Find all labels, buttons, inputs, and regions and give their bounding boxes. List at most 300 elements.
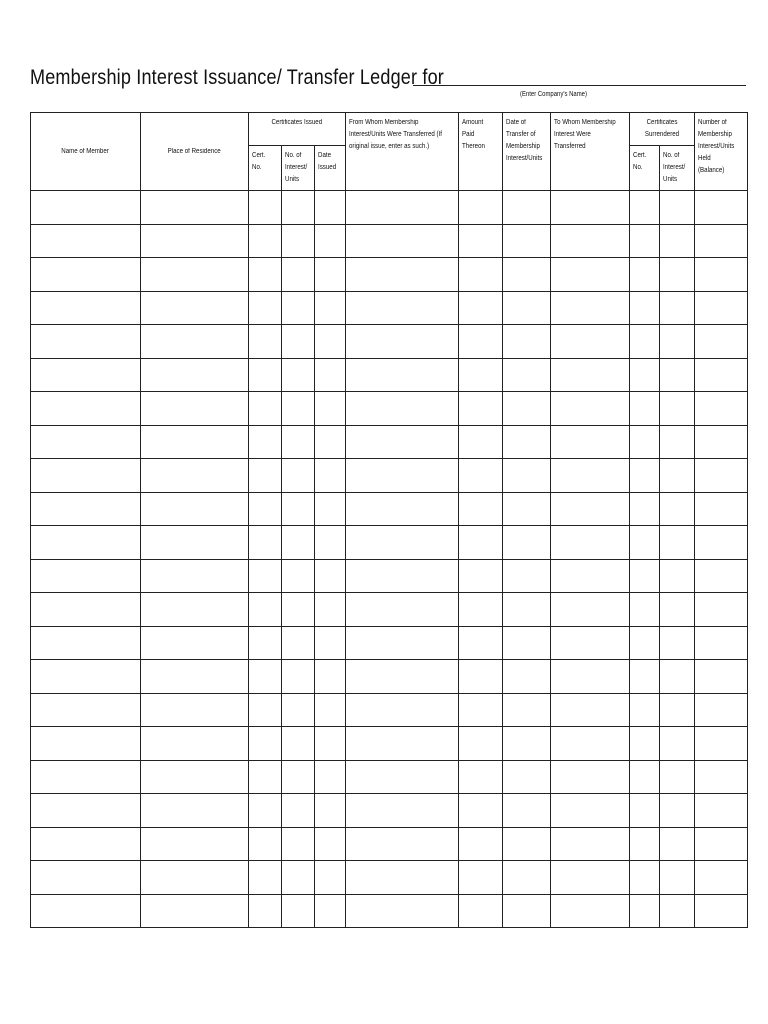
- cell-surrendered-cert-no[interactable]: [630, 459, 660, 493]
- cell-balance[interactable]: [695, 794, 748, 828]
- cell-amount-paid[interactable]: [459, 358, 503, 392]
- cell-amount-paid[interactable]: [459, 191, 503, 225]
- cell-from-whom[interactable]: [346, 760, 459, 794]
- cell-amount-paid[interactable]: [459, 224, 503, 258]
- cell-surrendered-units[interactable]: [660, 794, 695, 828]
- cell-date-issued[interactable]: [315, 626, 346, 660]
- cell-issued-cert-no[interactable]: [249, 827, 282, 861]
- cell-balance[interactable]: [695, 425, 748, 459]
- cell-date-of-transfer[interactable]: [503, 492, 551, 526]
- cell-surrendered-units[interactable]: [660, 392, 695, 426]
- cell-balance[interactable]: [695, 593, 748, 627]
- cell-amount-paid[interactable]: [459, 727, 503, 761]
- cell-issued-cert-no[interactable]: [249, 593, 282, 627]
- company-name-line[interactable]: [413, 85, 746, 86]
- table-row: [31, 559, 748, 593]
- cell-balance[interactable]: [695, 559, 748, 593]
- cell-issued-cert-no[interactable]: [249, 258, 282, 292]
- cell-amount-paid[interactable]: [459, 861, 503, 895]
- cell-surrendered-cert-no[interactable]: [630, 258, 660, 292]
- cell-from-whom[interactable]: [346, 526, 459, 560]
- cell-date-of-transfer[interactable]: [503, 459, 551, 493]
- cell-surrendered-units[interactable]: [660, 861, 695, 895]
- cell-from-whom[interactable]: [346, 258, 459, 292]
- cell-to-whom[interactable]: [551, 526, 630, 560]
- cell-issued-units[interactable]: [282, 693, 315, 727]
- cell-from-whom[interactable]: [346, 626, 459, 660]
- cell-date-of-transfer[interactable]: [503, 291, 551, 325]
- cell-to-whom[interactable]: [551, 794, 630, 828]
- cell-to-whom[interactable]: [551, 827, 630, 861]
- table-row: [31, 760, 748, 794]
- cell-date-of-transfer[interactable]: [503, 392, 551, 426]
- cell-amount-paid[interactable]: [459, 325, 503, 359]
- cell-issued-units[interactable]: [282, 291, 315, 325]
- cell-surrendered-cert-no[interactable]: [630, 559, 660, 593]
- cell-issued-units[interactable]: [282, 593, 315, 627]
- cell-place-of-residence[interactable]: [141, 559, 249, 593]
- cell-amount-paid[interactable]: [459, 660, 503, 694]
- cell-issued-cert-no[interactable]: [249, 693, 282, 727]
- cell-issued-units[interactable]: [282, 224, 315, 258]
- cell-to-whom[interactable]: [551, 191, 630, 225]
- cell-place-of-residence[interactable]: [141, 358, 249, 392]
- cell-balance[interactable]: [695, 760, 748, 794]
- cell-member-name[interactable]: [31, 660, 141, 694]
- cell-surrendered-cert-no[interactable]: [630, 827, 660, 861]
- cell-amount-paid[interactable]: [459, 459, 503, 493]
- cell-amount-paid[interactable]: [459, 827, 503, 861]
- cell-surrendered-units[interactable]: [660, 358, 695, 392]
- cell-surrendered-cert-no[interactable]: [630, 224, 660, 258]
- cell-issued-cert-no[interactable]: [249, 794, 282, 828]
- cell-surrendered-cert-no[interactable]: [630, 693, 660, 727]
- cell-surrendered-units[interactable]: [660, 827, 695, 861]
- cell-surrendered-units[interactable]: [660, 760, 695, 794]
- cell-surrendered-cert-no[interactable]: [630, 392, 660, 426]
- cell-issued-cert-no[interactable]: [249, 626, 282, 660]
- cell-to-whom[interactable]: [551, 291, 630, 325]
- cell-balance[interactable]: [695, 224, 748, 258]
- cell-to-whom[interactable]: [551, 760, 630, 794]
- cell-to-whom[interactable]: [551, 425, 630, 459]
- cell-surrendered-cert-no[interactable]: [630, 894, 660, 928]
- cell-to-whom[interactable]: [551, 258, 630, 292]
- cell-balance[interactable]: [695, 459, 748, 493]
- cell-amount-paid[interactable]: [459, 593, 503, 627]
- cell-surrendered-units[interactable]: [660, 325, 695, 359]
- cell-to-whom[interactable]: [551, 727, 630, 761]
- cell-from-whom[interactable]: [346, 727, 459, 761]
- cell-amount-paid[interactable]: [459, 626, 503, 660]
- cell-place-of-residence[interactable]: [141, 459, 249, 493]
- cell-from-whom[interactable]: [346, 593, 459, 627]
- cell-surrendered-cert-no[interactable]: [630, 626, 660, 660]
- cell-issued-cert-no[interactable]: [249, 861, 282, 895]
- table-row: [31, 626, 748, 660]
- cell-date-issued[interactable]: [315, 794, 346, 828]
- cell-member-name[interactable]: [31, 492, 141, 526]
- cell-date-of-transfer[interactable]: [503, 827, 551, 861]
- cell-to-whom[interactable]: [551, 861, 630, 895]
- cell-issued-cert-no[interactable]: [249, 727, 282, 761]
- cell-date-of-transfer[interactable]: [503, 258, 551, 292]
- cell-date-issued[interactable]: [315, 827, 346, 861]
- cell-issued-units[interactable]: [282, 492, 315, 526]
- cell-to-whom[interactable]: [551, 593, 630, 627]
- cell-issued-cert-no[interactable]: [249, 358, 282, 392]
- cell-from-whom[interactable]: [346, 894, 459, 928]
- table-row: [31, 358, 748, 392]
- cell-to-whom[interactable]: [551, 392, 630, 426]
- cell-date-issued[interactable]: [315, 861, 346, 895]
- cell-place-of-residence[interactable]: [141, 325, 249, 359]
- table-row: [31, 392, 748, 426]
- cell-surrendered-units[interactable]: [660, 258, 695, 292]
- cell-place-of-residence[interactable]: [141, 593, 249, 627]
- cell-date-of-transfer[interactable]: [503, 727, 551, 761]
- cell-issued-units[interactable]: [282, 191, 315, 225]
- cell-date-of-transfer[interactable]: [503, 526, 551, 560]
- cell-from-whom[interactable]: [346, 392, 459, 426]
- cell-balance[interactable]: [695, 191, 748, 225]
- cell-date-of-transfer[interactable]: [503, 660, 551, 694]
- cell-member-name[interactable]: [31, 693, 141, 727]
- table-row: [31, 258, 748, 292]
- cell-balance[interactable]: [695, 291, 748, 325]
- cell-amount-paid[interactable]: [459, 559, 503, 593]
- cell-surrendered-units[interactable]: [660, 626, 695, 660]
- cell-member-name[interactable]: [31, 358, 141, 392]
- cell-date-issued[interactable]: [315, 291, 346, 325]
- cell-place-of-residence[interactable]: [141, 258, 249, 292]
- cell-member-name[interactable]: [31, 291, 141, 325]
- cell-to-whom[interactable]: [551, 358, 630, 392]
- cell-to-whom[interactable]: [551, 894, 630, 928]
- cell-to-whom[interactable]: [551, 325, 630, 359]
- cell-balance[interactable]: [695, 861, 748, 895]
- table-row: [31, 861, 748, 895]
- cell-from-whom[interactable]: [346, 794, 459, 828]
- cell-from-whom[interactable]: [346, 660, 459, 694]
- cell-amount-paid[interactable]: [459, 392, 503, 426]
- cell-surrendered-cert-no[interactable]: [630, 727, 660, 761]
- cell-issued-units[interactable]: [282, 325, 315, 359]
- cell-date-issued[interactable]: [315, 191, 346, 225]
- cell-surrendered-cert-no[interactable]: [630, 593, 660, 627]
- cell-amount-paid[interactable]: [459, 291, 503, 325]
- cell-date-of-transfer[interactable]: [503, 894, 551, 928]
- cell-surrendered-units[interactable]: [660, 459, 695, 493]
- ledger-body: [31, 191, 748, 928]
- cell-surrendered-units[interactable]: [660, 224, 695, 258]
- cell-from-whom[interactable]: [346, 224, 459, 258]
- cell-issued-units[interactable]: [282, 626, 315, 660]
- cell-from-whom[interactable]: [346, 827, 459, 861]
- ledger-table: [30, 112, 748, 928]
- cell-issued-units[interactable]: [282, 827, 315, 861]
- cell-date-of-transfer[interactable]: [503, 191, 551, 225]
- cell-surrendered-cert-no[interactable]: [630, 358, 660, 392]
- cell-from-whom[interactable]: [346, 861, 459, 895]
- cell-date-of-transfer[interactable]: [503, 425, 551, 459]
- cell-amount-paid[interactable]: [459, 760, 503, 794]
- cell-issued-units[interactable]: [282, 358, 315, 392]
- cell-to-whom[interactable]: [551, 224, 630, 258]
- cell-issued-units[interactable]: [282, 660, 315, 694]
- cell-to-whom[interactable]: [551, 559, 630, 593]
- cell-date-issued[interactable]: [315, 526, 346, 560]
- cell-balance[interactable]: [695, 693, 748, 727]
- cell-place-of-residence[interactable]: [141, 794, 249, 828]
- cell-amount-paid[interactable]: [459, 693, 503, 727]
- cell-surrendered-cert-no[interactable]: [630, 526, 660, 560]
- cell-amount-paid[interactable]: [459, 526, 503, 560]
- cell-issued-units[interactable]: [282, 258, 315, 292]
- cell-issued-units[interactable]: [282, 526, 315, 560]
- cell-surrendered-units[interactable]: [660, 425, 695, 459]
- cell-date-issued[interactable]: [315, 660, 346, 694]
- cell-from-whom[interactable]: [346, 191, 459, 225]
- cell-issued-cert-no[interactable]: [249, 660, 282, 694]
- header-place-of-residence: Place of Residence: [141, 113, 249, 191]
- cell-to-whom[interactable]: [551, 492, 630, 526]
- cell-balance[interactable]: [695, 526, 748, 560]
- cell-date-of-transfer[interactable]: [503, 559, 551, 593]
- cell-issued-cert-no[interactable]: [249, 526, 282, 560]
- cell-balance[interactable]: [695, 258, 748, 292]
- cell-member-name[interactable]: [31, 224, 141, 258]
- cell-member-name[interactable]: [31, 727, 141, 761]
- cell-issued-cert-no[interactable]: [249, 760, 282, 794]
- cell-surrendered-units[interactable]: [660, 693, 695, 727]
- cell-from-whom[interactable]: [346, 358, 459, 392]
- cell-date-issued[interactable]: [315, 358, 346, 392]
- cell-to-whom[interactable]: [551, 626, 630, 660]
- cell-surrendered-cert-no[interactable]: [630, 291, 660, 325]
- cell-member-name[interactable]: [31, 626, 141, 660]
- cell-issued-cert-no[interactable]: [249, 559, 282, 593]
- cell-surrendered-cert-no[interactable]: [630, 325, 660, 359]
- cell-from-whom[interactable]: [346, 325, 459, 359]
- header-date-of-transfer: Date of Transfer of Membership Interest/Units: [503, 113, 551, 191]
- cell-date-issued[interactable]: [315, 224, 346, 258]
- cell-member-name[interactable]: [31, 593, 141, 627]
- cell-amount-paid[interactable]: [459, 492, 503, 526]
- cell-date-of-transfer[interactable]: [503, 224, 551, 258]
- cell-issued-units[interactable]: [282, 760, 315, 794]
- cell-surrendered-units[interactable]: [660, 894, 695, 928]
- cell-date-issued[interactable]: [315, 693, 346, 727]
- cell-balance[interactable]: [695, 660, 748, 694]
- cell-member-name[interactable]: [31, 794, 141, 828]
- cell-place-of-residence[interactable]: [141, 727, 249, 761]
- cell-place-of-residence[interactable]: [141, 626, 249, 660]
- cell-member-name[interactable]: [31, 894, 141, 928]
- cell-date-of-transfer[interactable]: [503, 760, 551, 794]
- cell-surrendered-units[interactable]: [660, 593, 695, 627]
- cell-place-of-residence[interactable]: [141, 492, 249, 526]
- cell-date-issued[interactable]: [315, 593, 346, 627]
- cell-issued-units[interactable]: [282, 794, 315, 828]
- cell-issued-units[interactable]: [282, 392, 315, 426]
- cell-from-whom[interactable]: [346, 425, 459, 459]
- cell-amount-paid[interactable]: [459, 258, 503, 292]
- title-row: [30, 60, 746, 90]
- header-issued-cert-no: Cert. No.: [249, 146, 282, 191]
- table-row: [31, 827, 748, 861]
- table-row: [31, 224, 748, 258]
- table-row: [31, 325, 748, 359]
- cell-issued-units[interactable]: [282, 459, 315, 493]
- cell-from-whom[interactable]: [346, 492, 459, 526]
- cell-date-issued[interactable]: [315, 325, 346, 359]
- cell-surrendered-units[interactable]: [660, 191, 695, 225]
- cell-from-whom[interactable]: [346, 291, 459, 325]
- cell-surrendered-units[interactable]: [660, 727, 695, 761]
- company-name-hint: (Enter Company's Name): [520, 91, 587, 98]
- cell-place-of-residence[interactable]: [141, 894, 249, 928]
- cell-issued-cert-no[interactable]: [249, 459, 282, 493]
- header-date-issued: Date Issued: [315, 146, 346, 191]
- cell-surrendered-cert-no[interactable]: [630, 660, 660, 694]
- cell-member-name[interactable]: [31, 827, 141, 861]
- cell-place-of-residence[interactable]: [141, 827, 249, 861]
- cell-date-issued[interactable]: [315, 760, 346, 794]
- cell-place-of-residence[interactable]: [141, 660, 249, 694]
- cell-place-of-residence[interactable]: [141, 760, 249, 794]
- header-from-whom-transferred: From Whom Membership Interest/Units Were Transferred (If original issue, enter as such.): [346, 113, 459, 191]
- cell-date-issued[interactable]: [315, 425, 346, 459]
- cell-issued-cert-no[interactable]: [249, 191, 282, 225]
- table-row: [31, 425, 748, 459]
- cell-surrendered-units[interactable]: [660, 291, 695, 325]
- cell-place-of-residence[interactable]: [141, 693, 249, 727]
- cell-date-issued[interactable]: [315, 392, 346, 426]
- cell-issued-cert-no[interactable]: [249, 894, 282, 928]
- cell-member-name[interactable]: [31, 526, 141, 560]
- cell-amount-paid[interactable]: [459, 425, 503, 459]
- cell-member-name[interactable]: [31, 392, 141, 426]
- cell-issued-units[interactable]: [282, 559, 315, 593]
- cell-date-of-transfer[interactable]: [503, 626, 551, 660]
- cell-issued-cert-no[interactable]: [249, 492, 282, 526]
- cell-from-whom[interactable]: [346, 693, 459, 727]
- cell-date-of-transfer[interactable]: [503, 593, 551, 627]
- header-name-of-member: Name of Member: [31, 113, 141, 191]
- cell-member-name[interactable]: [31, 861, 141, 895]
- cell-date-issued[interactable]: [315, 492, 346, 526]
- cell-date-of-transfer[interactable]: [503, 861, 551, 895]
- cell-balance[interactable]: [695, 392, 748, 426]
- cell-member-name[interactable]: [31, 258, 141, 292]
- cell-member-name[interactable]: [31, 459, 141, 493]
- header-surrendered-no-of-units: No. of Interest/ Units: [660, 146, 695, 191]
- cell-to-whom[interactable]: [551, 459, 630, 493]
- cell-place-of-residence[interactable]: [141, 425, 249, 459]
- cell-place-of-residence[interactable]: [141, 191, 249, 225]
- cell-to-whom[interactable]: [551, 693, 630, 727]
- table-row: [31, 593, 748, 627]
- cell-surrendered-units[interactable]: [660, 559, 695, 593]
- cell-member-name[interactable]: [31, 325, 141, 359]
- cell-surrendered-units[interactable]: [660, 492, 695, 526]
- cell-place-of-residence[interactable]: [141, 224, 249, 258]
- cell-from-whom[interactable]: [346, 559, 459, 593]
- cell-surrendered-cert-no[interactable]: [630, 861, 660, 895]
- table-row: [31, 291, 748, 325]
- cell-issued-cert-no[interactable]: [249, 325, 282, 359]
- cell-surrendered-cert-no[interactable]: [630, 760, 660, 794]
- cell-balance[interactable]: [695, 492, 748, 526]
- cell-issued-units[interactable]: [282, 727, 315, 761]
- table-row: [31, 660, 748, 694]
- cell-issued-units[interactable]: [282, 861, 315, 895]
- cell-date-issued[interactable]: [315, 459, 346, 493]
- cell-balance[interactable]: [695, 626, 748, 660]
- cell-issued-cert-no[interactable]: [249, 392, 282, 426]
- cell-issued-units[interactable]: [282, 425, 315, 459]
- cell-place-of-residence[interactable]: [141, 526, 249, 560]
- cell-date-issued[interactable]: [315, 727, 346, 761]
- cell-date-issued[interactable]: [315, 894, 346, 928]
- cell-issued-cert-no[interactable]: [249, 291, 282, 325]
- cell-date-issued[interactable]: [315, 258, 346, 292]
- cell-member-name[interactable]: [31, 425, 141, 459]
- cell-date-of-transfer[interactable]: [503, 325, 551, 359]
- cell-from-whom[interactable]: [346, 459, 459, 493]
- cell-balance[interactable]: [695, 325, 748, 359]
- cell-date-of-transfer[interactable]: [503, 794, 551, 828]
- cell-balance[interactable]: [695, 894, 748, 928]
- cell-surrendered-cert-no[interactable]: [630, 425, 660, 459]
- cell-place-of-residence[interactable]: [141, 861, 249, 895]
- table-row: [31, 693, 748, 727]
- cell-amount-paid[interactable]: [459, 794, 503, 828]
- cell-date-of-transfer[interactable]: [503, 693, 551, 727]
- cell-place-of-residence[interactable]: [141, 392, 249, 426]
- cell-balance[interactable]: [695, 827, 748, 861]
- cell-date-of-transfer[interactable]: [503, 358, 551, 392]
- cell-place-of-residence[interactable]: [141, 291, 249, 325]
- cell-surrendered-cert-no[interactable]: [630, 794, 660, 828]
- page-title: Membership Interest Issuance/ Transfer Ledger for: [30, 66, 444, 89]
- cell-to-whom[interactable]: [551, 660, 630, 694]
- cell-member-name[interactable]: [31, 191, 141, 225]
- table-row: [31, 459, 748, 493]
- cell-amount-paid[interactable]: [459, 894, 503, 928]
- table-row: [31, 727, 748, 761]
- cell-issued-cert-no[interactable]: [249, 425, 282, 459]
- table-row: [31, 191, 748, 225]
- cell-surrendered-units[interactable]: [660, 526, 695, 560]
- cell-issued-units[interactable]: [282, 894, 315, 928]
- cell-balance[interactable]: [695, 727, 748, 761]
- cell-balance[interactable]: [695, 358, 748, 392]
- cell-surrendered-cert-no[interactable]: [630, 191, 660, 225]
- header-certificates-surrendered: Certificates Surrendered: [630, 113, 695, 146]
- cell-issued-cert-no[interactable]: [249, 224, 282, 258]
- table-row: [31, 794, 748, 828]
- table-row: [31, 894, 748, 928]
- header-surrendered-cert-no: Cert. No.: [630, 146, 660, 191]
- cell-member-name[interactable]: [31, 559, 141, 593]
- cell-surrendered-cert-no[interactable]: [630, 492, 660, 526]
- cell-surrendered-units[interactable]: [660, 660, 695, 694]
- cell-date-issued[interactable]: [315, 559, 346, 593]
- cell-member-name[interactable]: [31, 760, 141, 794]
- header-certificates-issued: Certificates Issued: [249, 113, 346, 146]
